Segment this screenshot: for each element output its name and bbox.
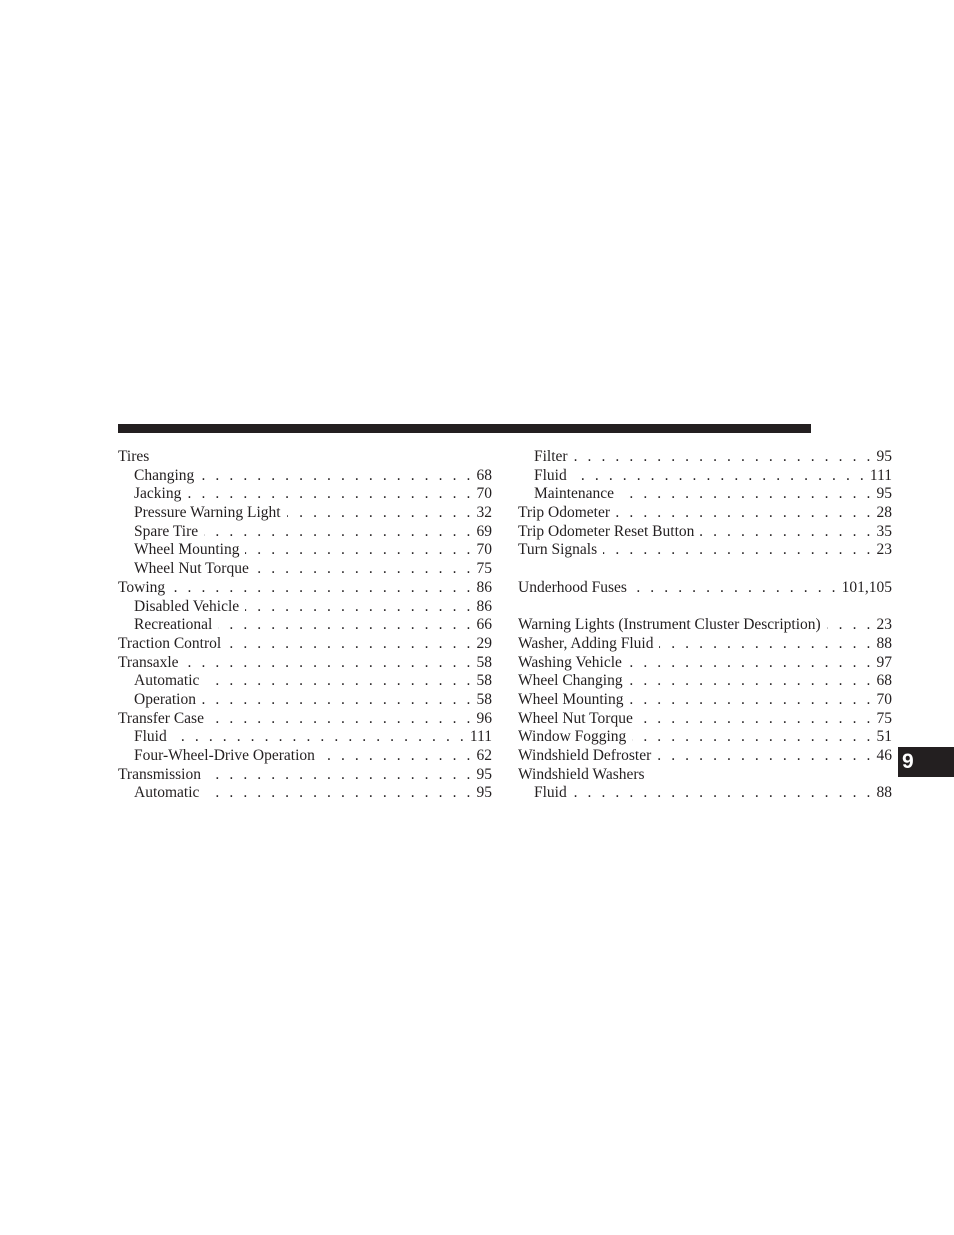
entry-label: Wheel Nut Torque bbox=[518, 709, 633, 727]
index-entry bbox=[118, 467, 492, 486]
entry-label: Transaxle bbox=[118, 653, 179, 671]
index-entry bbox=[518, 635, 892, 654]
dot-leader bbox=[573, 784, 874, 803]
index-entry bbox=[518, 504, 892, 523]
dot-leader bbox=[700, 523, 873, 542]
dot-leader bbox=[616, 504, 874, 523]
index-entry bbox=[118, 448, 492, 467]
index-entry bbox=[118, 504, 492, 523]
entry-label: Wheel Changing bbox=[518, 672, 623, 690]
index-entry bbox=[518, 672, 892, 691]
index-entry bbox=[518, 747, 892, 766]
index-entry bbox=[518, 448, 892, 467]
index-entry bbox=[118, 485, 492, 504]
dot-leader bbox=[321, 747, 474, 766]
entry-page: 23 bbox=[876, 541, 892, 559]
dot-leader bbox=[218, 616, 473, 635]
index-entry bbox=[118, 541, 492, 560]
dot-leader bbox=[827, 616, 874, 635]
entry-page: 51 bbox=[876, 728, 892, 746]
index-entry bbox=[518, 728, 892, 747]
index-entry bbox=[118, 766, 492, 785]
entry-label: Windshield Washers bbox=[518, 765, 645, 783]
entry-page: 62 bbox=[476, 747, 492, 764]
dot-leader bbox=[200, 467, 473, 486]
entry-page: 69 bbox=[476, 522, 492, 540]
entry-page: 101,105 bbox=[841, 578, 892, 596]
dot-leader bbox=[657, 747, 873, 766]
index-entry bbox=[118, 635, 492, 654]
entry-label: Tires bbox=[118, 448, 150, 465]
dot-leader bbox=[205, 672, 473, 691]
entry-label: Maintenance bbox=[534, 485, 615, 503]
entry-page: 70 bbox=[476, 541, 492, 559]
entry-page: 58 bbox=[476, 672, 492, 690]
dot-leader bbox=[633, 579, 839, 598]
dot-leader bbox=[620, 485, 873, 504]
dot-leader bbox=[171, 579, 473, 598]
index-entry bbox=[118, 728, 492, 747]
entry-page: 95 bbox=[476, 765, 492, 783]
entry-page: 75 bbox=[876, 709, 892, 727]
dot-leader bbox=[207, 766, 474, 785]
index-entry bbox=[518, 654, 892, 673]
entry-label: Operation bbox=[134, 690, 196, 708]
index-entry bbox=[518, 784, 892, 803]
entry-label: Underhood Fuses bbox=[518, 578, 627, 596]
index-entry bbox=[118, 560, 492, 579]
dot-leader bbox=[629, 672, 874, 691]
entry-page: 88 bbox=[876, 784, 892, 802]
entry-label: Window Fogging bbox=[518, 728, 627, 746]
dot-leader bbox=[629, 691, 873, 710]
entry-label: Automatic bbox=[134, 784, 200, 802]
entry-page: 86 bbox=[476, 578, 492, 596]
entry-label: Pressure Warning Light bbox=[134, 504, 281, 522]
index-entry bbox=[518, 541, 892, 560]
entry-label: Changing bbox=[134, 466, 195, 484]
index-entry bbox=[518, 616, 892, 635]
index-column-left bbox=[118, 448, 492, 803]
index-entry bbox=[518, 691, 892, 710]
dot-leader bbox=[573, 467, 867, 486]
entry-label: Filter bbox=[534, 448, 568, 465]
dot-leader bbox=[245, 598, 473, 617]
entry-label: Four-Wheel-Drive Operation bbox=[134, 747, 315, 764]
index-column-right bbox=[518, 448, 892, 803]
entry-label: Towing bbox=[118, 578, 166, 596]
index-entry bbox=[118, 672, 492, 691]
dot-leader bbox=[603, 541, 873, 560]
entry-label: Fluid bbox=[134, 728, 167, 746]
index-entry bbox=[118, 691, 492, 710]
dot-leader bbox=[255, 560, 474, 579]
index-entry bbox=[518, 467, 892, 486]
chapter-tab: 9 bbox=[898, 747, 954, 777]
dot-leader bbox=[628, 654, 874, 673]
entry-label: Wheel Mounting bbox=[134, 541, 240, 559]
entry-page: 70 bbox=[876, 690, 892, 708]
entry-page: 96 bbox=[476, 709, 492, 727]
dot-leader bbox=[245, 541, 473, 560]
entry-page: 111 bbox=[469, 728, 492, 746]
index-entry bbox=[118, 579, 492, 598]
entry-label: Automatic bbox=[134, 672, 200, 690]
entry-page: 95 bbox=[876, 448, 892, 465]
entry-label: Wheel Nut Torque bbox=[134, 560, 249, 578]
header-rule bbox=[118, 424, 811, 433]
dot-leader bbox=[210, 710, 474, 729]
index-entry bbox=[518, 523, 892, 542]
entry-label: Transmission bbox=[118, 765, 201, 783]
section-gap bbox=[518, 598, 892, 617]
entry-label: Washer, Adding Fluid bbox=[518, 634, 654, 652]
entry-page: 29 bbox=[476, 634, 492, 652]
entry-label: Warning Lights (Instrument Cluster Description) bbox=[518, 616, 821, 634]
dot-leader bbox=[202, 691, 474, 710]
entry-label: Transfer Case bbox=[118, 709, 204, 727]
entry-page: 68 bbox=[476, 466, 492, 484]
index-entry bbox=[118, 598, 492, 617]
index-entry bbox=[118, 654, 492, 673]
entry-page: 66 bbox=[476, 616, 492, 634]
entry-label: Fluid bbox=[534, 784, 567, 802]
dot-leader bbox=[574, 448, 874, 467]
entry-page: 58 bbox=[476, 690, 492, 708]
entry-page: 88 bbox=[876, 634, 892, 652]
index-entry bbox=[518, 710, 892, 729]
entry-label: Recreational bbox=[134, 616, 213, 634]
entry-page: 95 bbox=[476, 784, 492, 802]
entry-label: Wheel Mounting bbox=[518, 690, 624, 708]
dot-leader bbox=[659, 635, 873, 654]
index-entry bbox=[118, 710, 492, 729]
entry-page: 58 bbox=[476, 653, 492, 671]
entry-label: Trip Odometer bbox=[518, 504, 610, 522]
dot-leader bbox=[204, 523, 473, 542]
entry-page: 86 bbox=[476, 597, 492, 615]
entry-label: Trip Odometer Reset Button bbox=[518, 522, 695, 540]
dot-leader bbox=[187, 485, 473, 504]
entry-page: 70 bbox=[476, 485, 492, 503]
entry-page: 95 bbox=[876, 485, 892, 503]
dot-leader bbox=[632, 728, 873, 747]
entry-label: Fluid bbox=[534, 466, 567, 484]
entry-label: Disabled Vehicle bbox=[134, 597, 240, 615]
dot-leader bbox=[185, 654, 474, 673]
dot-leader bbox=[287, 504, 474, 523]
entry-label: Jacking bbox=[134, 485, 182, 503]
dot-leader bbox=[227, 635, 473, 654]
entry-page: 68 bbox=[876, 672, 892, 690]
entry-page: 35 bbox=[876, 522, 892, 540]
dot-leader bbox=[639, 710, 874, 729]
index-entry bbox=[518, 766, 892, 785]
entry-label: Washing Vehicle bbox=[518, 653, 622, 671]
dot-leader bbox=[173, 728, 467, 747]
entry-page: 75 bbox=[476, 560, 492, 578]
entry-page: 28 bbox=[876, 504, 892, 522]
dot-leader bbox=[205, 784, 473, 803]
entry-page: 111 bbox=[869, 466, 892, 484]
entry-page: 32 bbox=[476, 504, 492, 522]
index-entry bbox=[518, 579, 892, 598]
section-gap bbox=[518, 560, 892, 579]
entry-page: 46 bbox=[876, 747, 892, 764]
index-entry bbox=[118, 784, 492, 803]
entry-label: Turn Signals bbox=[518, 541, 598, 559]
entry-page: 97 bbox=[876, 653, 892, 671]
entry-label: Windshield Defroster bbox=[518, 747, 652, 764]
index-entry bbox=[118, 523, 492, 542]
index-entry bbox=[518, 485, 892, 504]
index-entry bbox=[118, 747, 492, 766]
entry-label: Traction Control bbox=[118, 634, 222, 652]
entry-page: 23 bbox=[876, 616, 892, 634]
index-entry bbox=[118, 616, 492, 635]
entry-label: Spare Tire bbox=[134, 522, 199, 540]
